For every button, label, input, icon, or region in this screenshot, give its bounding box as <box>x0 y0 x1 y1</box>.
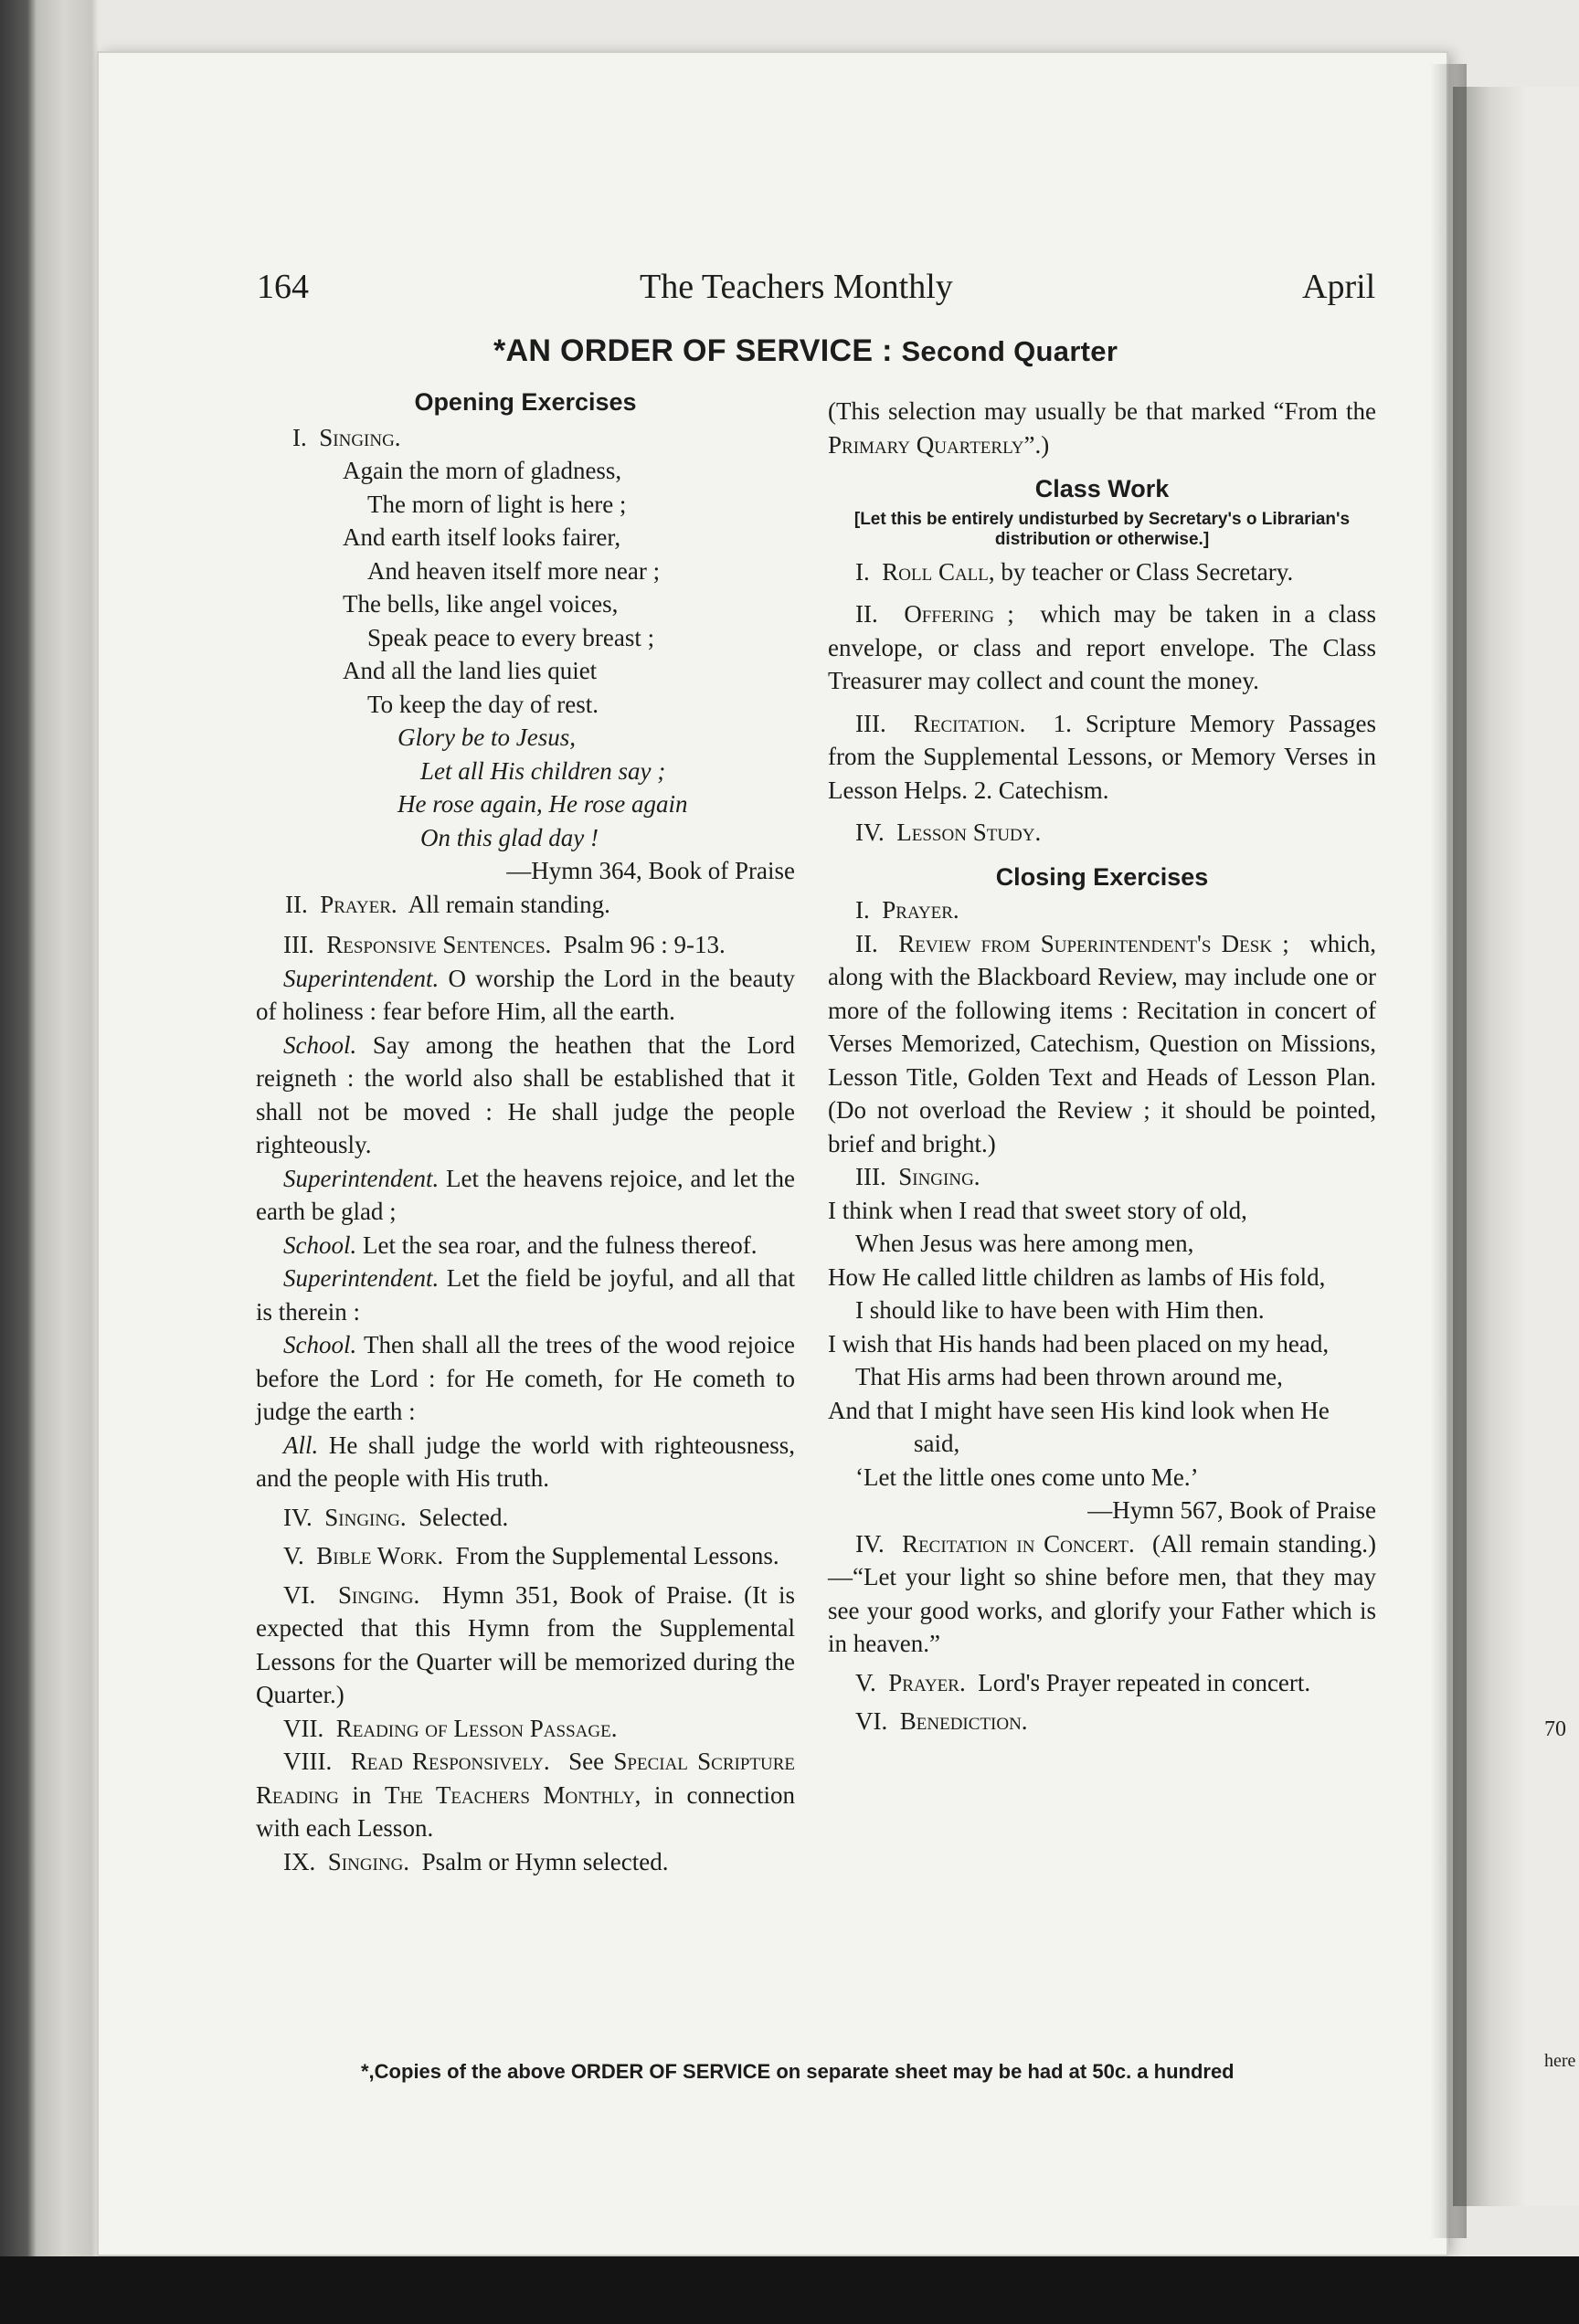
item-singing-psalm: IX. Singing. Psalm or Hymn selected. <box>283 1847 669 1875</box>
closing-exercises-heading: Closing Exercises <box>995 862 1209 891</box>
class-work-note: [Let this be entirely undisturbed by Secretary's o Librarian's distribution or otherwise.] <box>853 509 1351 549</box>
hymn-line: And all the land lies quiet <box>343 657 598 684</box>
footnote: *,Copies of the above ORDER OF SERVICE on separate sheet may be had at 50c. a hundred <box>361 2060 1235 2083</box>
running-title: The Teachers Monthly <box>640 268 953 306</box>
hymn-line: I should like to have been with Him then. <box>855 1296 1265 1324</box>
right-column <box>828 395 1376 1738</box>
hymn-line: Speak peace to every breast ; <box>367 623 655 651</box>
hymn-line: When Jesus was here among men, <box>855 1230 1194 1257</box>
item-singing-1: I. Singing. <box>292 423 401 451</box>
chorus-line: He rose again, He rose again <box>397 790 688 818</box>
scan-bottom-edge <box>0 2256 1579 2324</box>
chorus-line: Glory be to Jesus, <box>397 724 576 751</box>
item-singing-hymn: VI. Singing. Hymn 351, Book of Praise. (It is expected that this Hymn from the Supplemental Lessons for the Quarter will be memorized during the Quarter.) <box>256 1580 796 1708</box>
chorus-line: Let all His children say ; <box>420 756 666 785</box>
hymn-line: I think when I read that sweet story of old, <box>828 1196 1247 1224</box>
facing-page-fragment: 70 <box>1544 1717 1566 1741</box>
response-line: Superintendent. Let the field be joyful, and all that is therein : <box>256 1264 795 1326</box>
hymn-line: How He called little children as lambs of His fold, <box>828 1262 1326 1291</box>
facing-page-fragment: here <box>1544 2051 1576 2071</box>
intro-note: (This selection may usually be that marked “From the Primary Quarterly”.) <box>828 397 1376 459</box>
class-item-roll-call: I. Roll Call, by teacher or Class Secretary. <box>855 557 1294 586</box>
hymn-line: ‘Let the little ones come unto Me.’ <box>855 1463 1199 1491</box>
hymn-line: And earth itself looks fairer, <box>343 523 621 551</box>
response-line: Superintendent. Let the heavens rejoice, and let the earth be glad ; <box>256 1164 796 1225</box>
hymn-line: The bells, like angel voices, <box>343 590 619 618</box>
class-work-heading: Class Work <box>1034 475 1170 502</box>
opening-exercises-heading: Opening Exercises <box>414 388 637 416</box>
class-item-lesson-study: IV. Lesson Study. <box>855 819 1042 846</box>
hymn-1-source: —Hymn 364, Book of Praise <box>506 857 795 884</box>
page-number: 164 <box>257 268 309 306</box>
running-month: April <box>1302 268 1376 306</box>
closing-item-review: II. Review from Superintendent's Desk ; which, along with the Blackboard Review, may include one or more of the following items : Recitation in concert of Verses Memorized, Catechism, Question on Missions, Lesson Title, Golden Text and Heads of Lesson Plan. (Do not overload the Review ; it should be pointed, brief and bright.) <box>828 929 1376 1157</box>
title-main: *AN ORDER OF SERVICE : <box>493 333 893 368</box>
closing-item-singing: III. Singing. <box>855 1163 980 1190</box>
item-reading-lesson: VII. Reading of Lesson Passage. <box>283 1714 618 1742</box>
item-responsive-sentences: III. Responsive Sentences. Psalm 96 : 9-13. <box>283 931 726 958</box>
item-read-responsively: VIII. Read Responsively. See Special Scripture Reading in The Teachers Monthly, in connection with each Lesson. <box>256 1748 796 1842</box>
closing-item-benediction: VI. Benediction. <box>855 1707 1028 1735</box>
hymn-line: That His arms had been thrown around me, <box>855 1363 1283 1390</box>
page-title <box>493 333 1118 369</box>
facing-page-edge <box>1453 87 1579 2206</box>
hymn-line: To keep the day of rest. <box>367 690 599 718</box>
response-line: School. Let the sea roar, and the fulness thereof. <box>283 1231 758 1259</box>
left-column <box>256 386 795 1878</box>
hymn-line: And that I might have seen His kind look when He said, <box>828 1396 1330 1457</box>
class-item-recitation: III. Recitation. 1. Scripture Memory Passages from the Supplemental Lessons, or Memory Verses in Lesson Helps. 2. Catechism. <box>828 709 1377 804</box>
chorus-line: On this glad day ! <box>420 823 599 851</box>
title-sub: Second Quarter <box>901 335 1118 367</box>
item-singing-selected: IV. Singing. Selected. <box>283 1503 509 1531</box>
response-line: School. Say among the heathen that the Lord reigneth : the world also shall be established that it shall not be moved : He shall judge the people righteously. <box>256 1030 796 1158</box>
page-gutter-shadow <box>1430 64 1467 2238</box>
response-line: Superintendent. O worship the Lord in the beauty of holiness : fear before Him, all the earth. <box>256 964 795 1025</box>
hymn-line: And heaven itself more near ; <box>367 556 661 585</box>
class-item-offering: II. Offering ; which may be taken in a class envelope, or class and report envelope. The Class Treasurer may collect and count the money. <box>828 600 1376 694</box>
hymn-2 <box>828 1194 1376 1527</box>
hymn-1 <box>256 454 795 888</box>
hymn-2-source: —Hymn 567, Book of Praise <box>1087 1496 1376 1524</box>
closing-item-prayer: I. Prayer. <box>855 896 959 924</box>
hymn-line: Again the morn of gladness, <box>343 457 622 484</box>
response-line: All. He shall judge the world with righteousness, and the people with His truth. <box>256 1431 795 1492</box>
closing-item-lords-prayer: V. Prayer. Lord's Prayer repeated in concert. <box>855 1668 1311 1696</box>
item-bible-work: V. Bible Work. From the Supplemental Lessons. <box>283 1542 779 1569</box>
closing-item-recitation: IV. Recitation in Concert. (All remain standing.)—“Let your light so shine before men, that they may see your good works, and glorify your Father which is in heaven.” <box>828 1529 1376 1657</box>
response-line: School. Then shall all the trees of the wood rejoice before the Lord : for He cometh, for He cometh to judge the earth : <box>256 1331 795 1425</box>
hymn-line: The morn of light is here ; <box>367 490 627 518</box>
item-prayer: II. Prayer. All remain standing. <box>285 890 610 918</box>
hymn-line: I wish that His hands had been placed on my head, <box>828 1329 1330 1357</box>
